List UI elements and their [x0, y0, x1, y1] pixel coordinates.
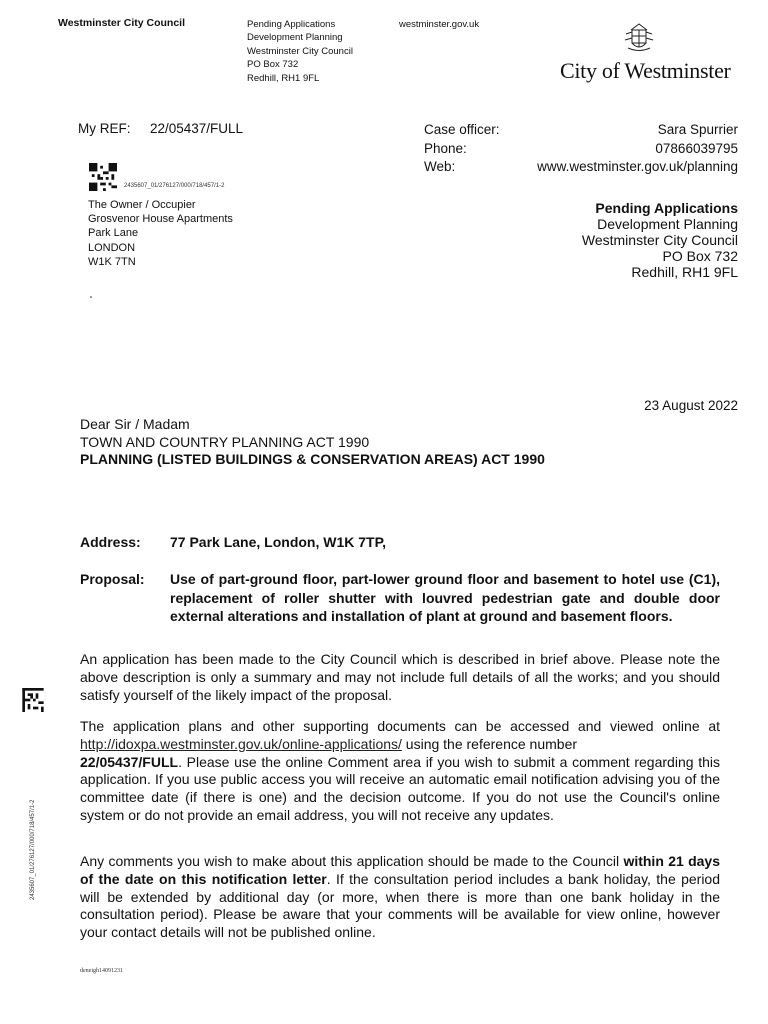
- phone-value: 07866039795: [655, 140, 738, 156]
- sender-address: [582, 200, 738, 280]
- council-name: Westminster City Council: [58, 17, 185, 29]
- sender-line: Redhill, RH1 9FL: [631, 264, 738, 280]
- recipient-address: [88, 198, 233, 269]
- reference-label: My REF:: [78, 121, 131, 136]
- recipient-line: W1K 7TN: [88, 255, 136, 268]
- qr-code-icon: [88, 163, 118, 191]
- contact-labels: [424, 121, 500, 177]
- paragraph-text: . Please use the online Comment area if you wish to submit a comment regarding this application. If you use public access you will receive an automatic email notification advising you of the committee date (if there is one) and the decision outcome. If you do not use the Council's online system or do not provide an email address, you will not receive any updates.: [80, 753, 720, 823]
- paragraph-intro: An application has been made to the City Council which is described in brief above. Please note the above description is only a summary and may not include full details of all the works; and you should satisfy yourself of the likely impact of the proposal.: [80, 651, 720, 703]
- web-value: www.westminster.gov.uk/planning: [537, 159, 738, 174]
- online-applications-link[interactable]: http://idoxpa.westminster.gov.uk/online-applications/: [80, 735, 402, 752]
- return-address-line: PO Box 732: [247, 59, 299, 71]
- footer-code: deneigh14091231: [80, 968, 123, 974]
- deadline-bold: within 21 days of the date on this notification letter: [80, 853, 720, 887]
- return-address-line: Redhill, RH1 9FL: [247, 72, 320, 84]
- side-barcode-icon: [22, 688, 44, 712]
- recipient-line: LONDON: [88, 241, 136, 254]
- tracking-code: 2435607_01/276127/000/718/457/1-2: [124, 183, 225, 189]
- paragraph-online-access: [80, 718, 720, 825]
- recipient-line: Park Lane: [88, 227, 139, 240]
- paragraph-comments: [80, 853, 720, 942]
- crest-icon: [622, 20, 656, 54]
- paragraph-text: . If the consultation period includes a bank holiday, the period will be extended by additional day (or more, when there is more than one bank holiday in the consultation period). Please be aware that your comments will be available for view online, however your contact details will not be published online.: [80, 870, 721, 941]
- contact-values: [537, 121, 738, 177]
- proposal-label: Proposal:: [80, 571, 145, 587]
- recipient-line: Grosvenor House Apartments: [88, 213, 233, 226]
- salutation-block: [80, 416, 545, 469]
- return-address-line: Development Planning: [247, 32, 343, 44]
- act-line-2: PLANNING (LISTED BUILDINGS & CONSERVATION AREAS) ACT 1990: [80, 451, 545, 467]
- salutation: Dear Sir / Madam: [80, 416, 190, 432]
- address-value: 77 Park Lane, London, W1K 7TP,: [170, 534, 387, 550]
- address-label: Address:: [80, 534, 141, 550]
- case-officer-label: Case officer:: [424, 122, 500, 137]
- phone-label: Phone:: [424, 140, 467, 156]
- web-label: Web:: [424, 159, 456, 174]
- paragraph-text: using the reference number: [401, 735, 578, 752]
- return-address-line: Pending Applications: [247, 19, 336, 30]
- reference-number-bold: 22/05437/FULL: [80, 753, 179, 770]
- paragraph-text: The application plans and other supporting documents can be accessed and viewed online at: [80, 718, 720, 734]
- return-address: [247, 18, 353, 85]
- sender-title: Pending Applications: [595, 200, 738, 216]
- logo-text: City of Westminster: [560, 58, 731, 83]
- reference-value: 22/05437/FULL: [150, 121, 244, 136]
- act-line-1: TOWN AND COUNTRY PLANNING ACT 1990: [80, 433, 370, 450]
- sender-line: Development Planning: [597, 216, 738, 232]
- sender-line: PO Box 732: [662, 248, 738, 264]
- proposal-value: Use of part-ground floor, part-lower ground floor and basement to hotel use (C1), replacement of roller shutter with louvred pedestrian gate and double door external alterations and installation of plant at ground and basement floors.: [170, 571, 720, 624]
- case-officer-value: Sara Spurrier: [657, 122, 738, 137]
- header-website: westminster.gov.uk: [399, 19, 480, 30]
- return-address-line: Westminster City Council: [247, 45, 353, 57]
- paragraph-text: Any comments you wish to make about this application should be made to the Council: [80, 853, 624, 869]
- scan-speck: [90, 296, 92, 298]
- recipient-line: The Owner / Occupier: [88, 199, 196, 211]
- side-tracking-code: 2435607_01/276127/000/718/457/1-2: [30, 799, 36, 900]
- letter-date: 23 August 2022: [644, 398, 738, 413]
- sender-line: Westminster City Council: [581, 232, 738, 248]
